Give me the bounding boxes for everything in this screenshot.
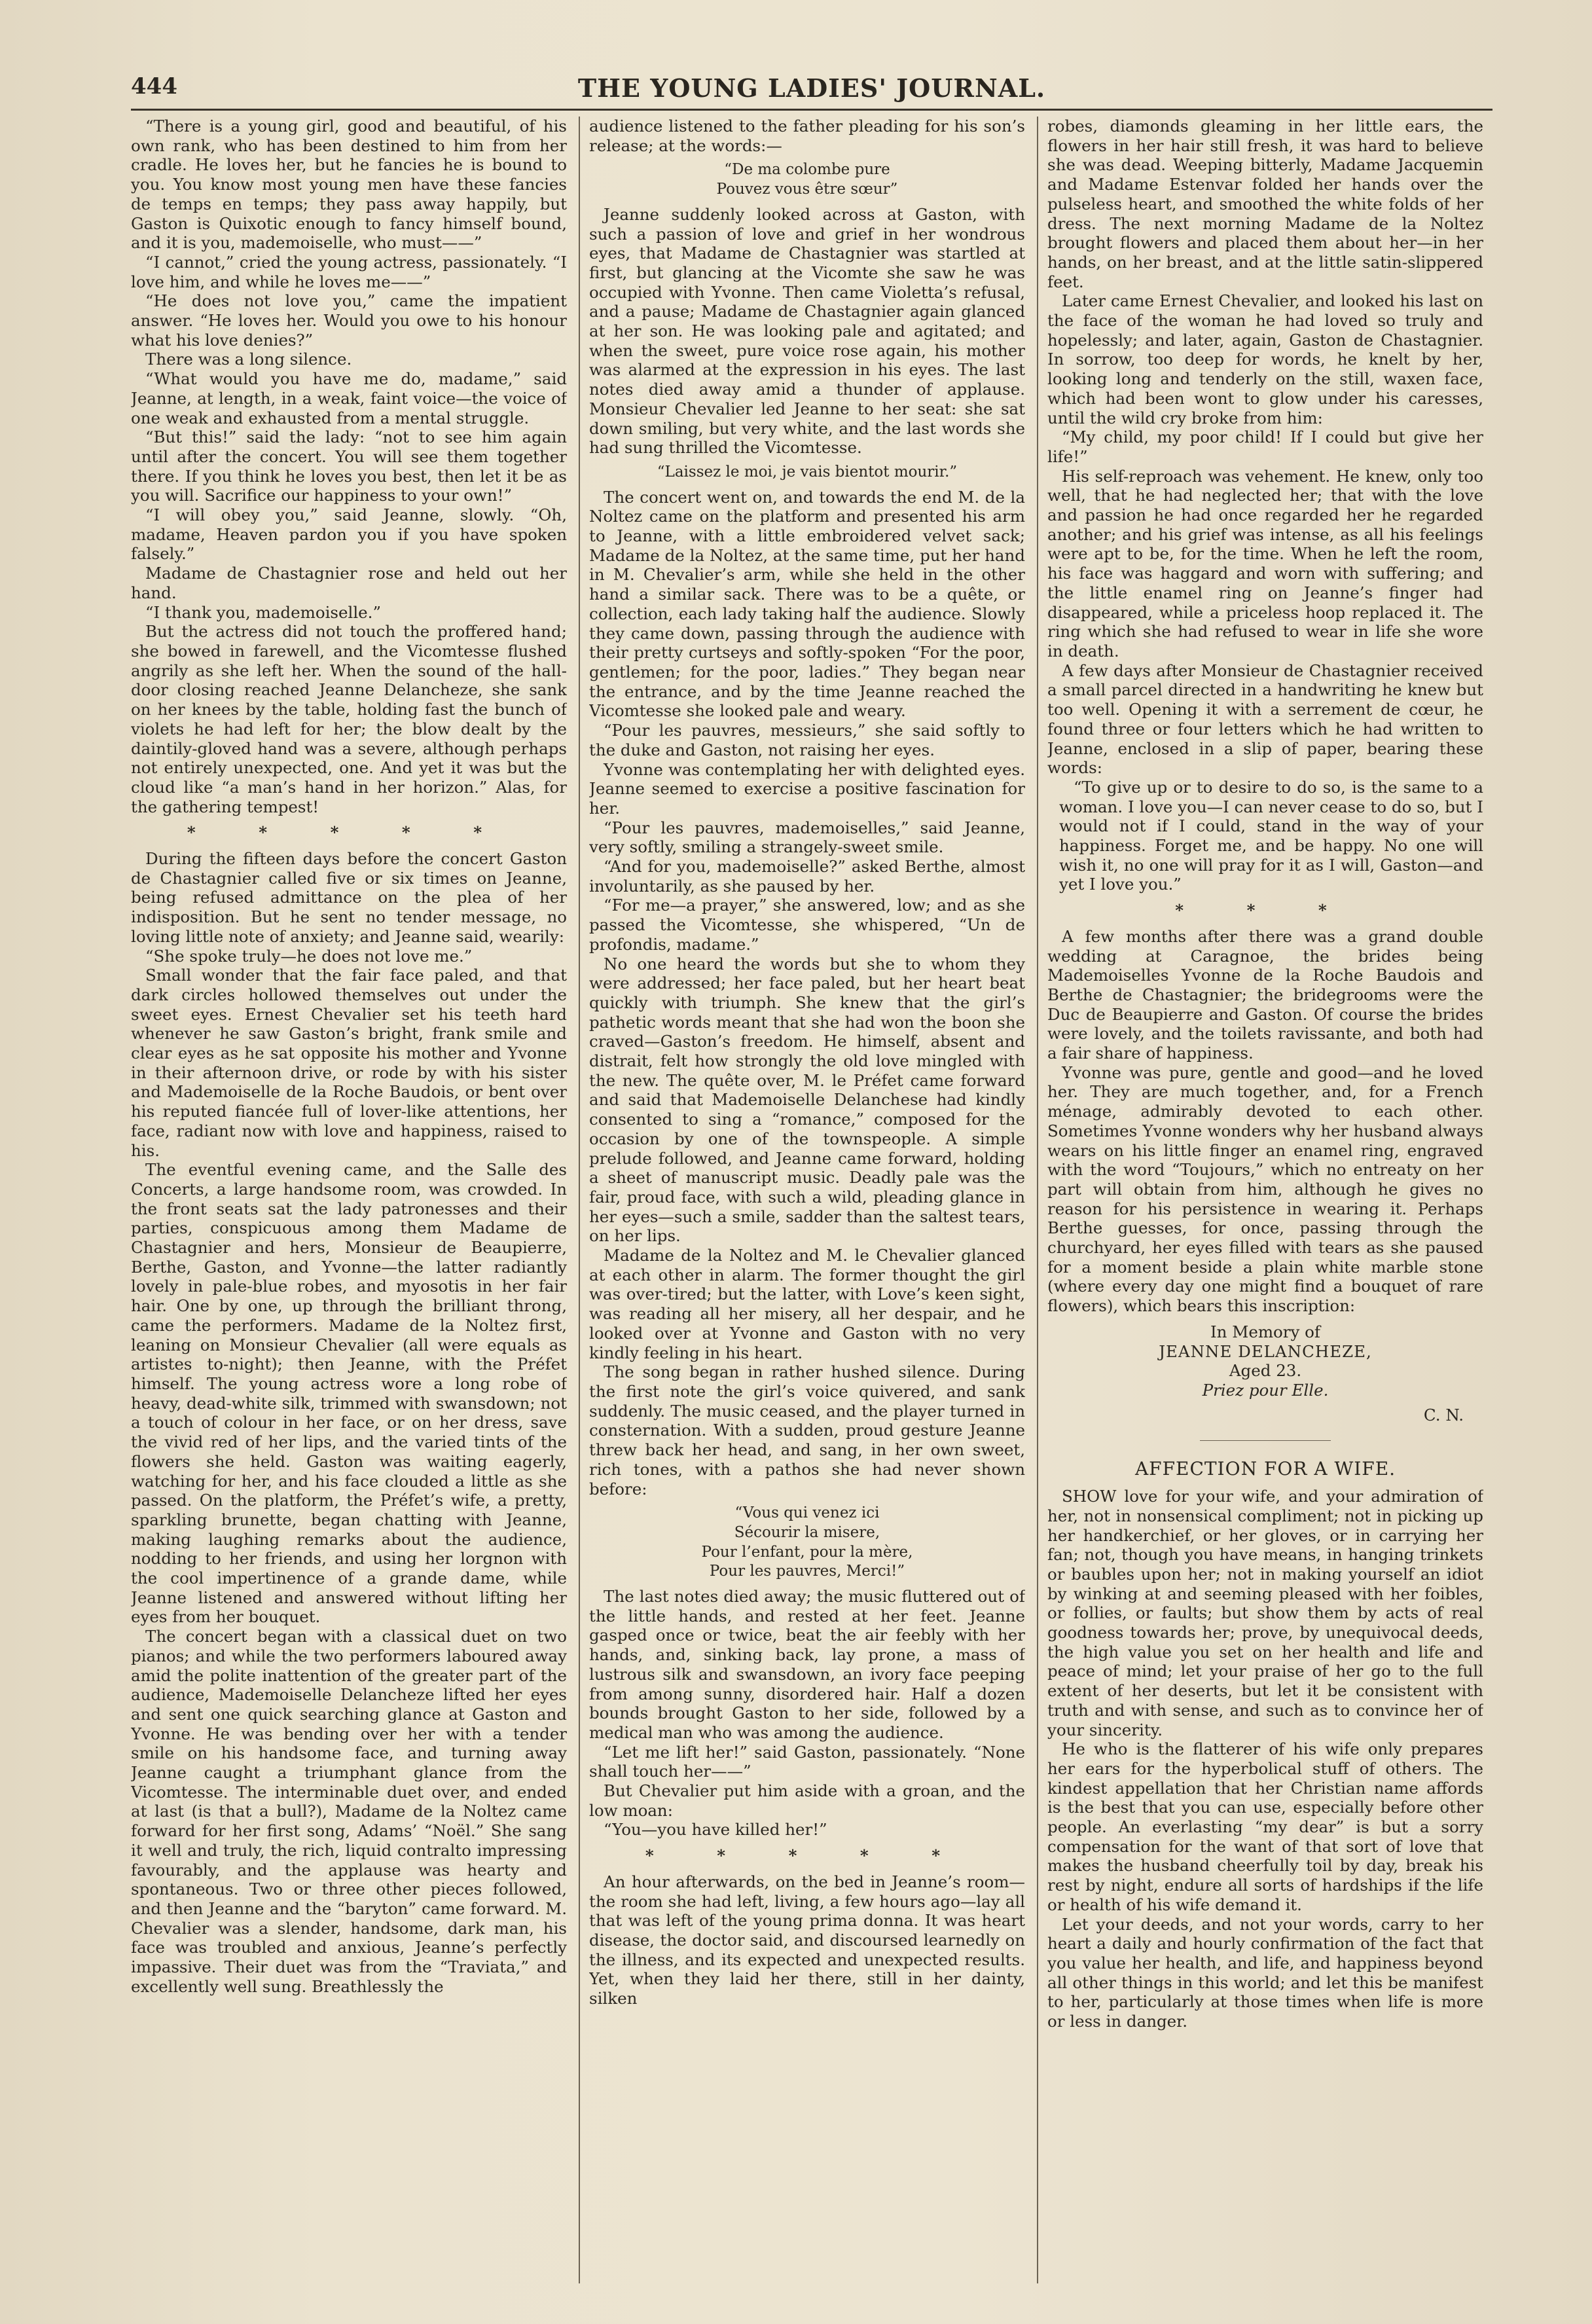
paragraph: “My child, my poor child! If I could but give her life!” [1047,427,1483,466]
memorial-line: JEANNE DELANCHEZE, [1159,1341,1372,1361]
paragraph: Let your deeds, and not your words, carry to her heart a daily and hourly confirmation of the fact that you value her health, and life, and happiness beyond all other things in this world; and let this be manifest to her, particularly at those times when life is more or less in danger. [1047,1914,1483,2031]
page-number: 444 [131,73,177,100]
section-title: AFFECTION FOR A WIFE. [1134,1458,1396,1480]
paragraph: The eventful evening came, and the Salle des Concerts, a large handsome room, was crowded. In the front seats sat the lady patronesses and their parties, conspicuous among them Madame de Chastagnier and hers, Monsieur de Beaupierre, Berthe, Gaston, and Yvonne—the latter radiantly lovely in pale-blue robes, and myosotis in her fair hair. One by one, up through the brilliant throng, came the performers. Madame de la Noltez first, leaning on Monsieur Chevalier (all were equals as artistes to-night); then Jeanne, with the Préfet himself. The young actress wore a long robe of heavy, dead-white silk, trimmed with swansdown; not a touch of colour in her face, or on her dress, save the vivid red of her lips, and the varied tints of the flowers she held. Gaston was waiting eagerly, watching for her, and his face clouded a little as she passed. On the platform, the Préfet’s wife, a pretty, sparkling brunette, began chatting with Jeanne, making laughing remarks about the audience, nodding to her friends, and using her lorgnon with the cool impertinence of a grande dame, while Jeanne listened and answered without lifting her eyes from her bouquet. [131,1160,567,1627]
paragraph: “I will obey you,” said Jeanne, slowly. “Oh, madame, Heaven pardon you if you have spoken falsely.” [131,505,567,564]
letter-text: “To give up or to desire to do so, is the same to a woman. I love you—I can never cease to do so, but I would not if I could, stand in the way of your happiness. Forget me, and be happy. No one will wish it, no one will pray for it as I will, Gaston—and yet I love you.” [1059,777,1483,894]
quote-line: “Laissez le moi, je vais bientot mourir.” [657,463,958,481]
paragraph: SHOW love for your wife, and your admiration of her, not in nonsensical compliment; not in picking up her handkerchief, or her gloves, or in carrying her fan; not, though you have means, in hanging trinkets or baubles upon her; not in making yourself an idiot by winking at and seeming pleased with her foibles, or follies, or faults; but show them by acts of real goodness towards her; prove, by unequivocal deeds, the high value you set on her health and life and peace of mind; let your praise of her go to the full extent of her deserts, but let it be consistent with truth and with sense, and such as to convince her of your sincerity. [1047,1487,1483,1739]
paragraph: Madame de la Noltez and M. le Chevalier glanced at each other in alarm. The former thought the girl was over-tired; but the latter, with Love’s keen sight, was reading all her misery, all her despair, and he looked over at Yvonne and Gaston with no very kindly feeling in his heart. [589,1246,1025,1362]
paragraph: audience listened to the father pleading for his son’s release; at the words:— [589,117,1025,155]
song-quote [589,1504,1025,1582]
paragraph: During the fifteen days before the concert Gaston de Chastagnier called five or six times on Jeanne, being refused admittance on the plea of her indisposition. But he sent no tender message, no loving little note of anxiety; and Jeanne said, wearily: [131,849,567,946]
letter-quote [1047,778,1483,894]
author-initials: C. N. [1423,1405,1464,1425]
paragraph: robes, diamonds gleaming in her little ears, the flowers in her hair still fresh, it was hard to believe she was dead. Weeping bitterly, Madame Jacquemin and Madame Estenvar folded her hands over the pulseless heart, and smoothed the white folds of her dress. The next morning Madame de la Noltez brought flowers and placed them about her—in her hands, on her breast, and at the little satin-slippered feet. [1047,117,1483,291]
paragraph: “For me—a prayer,” she answered, low; and as she passed the Vicomtesse, she whispered, “Un de profondis, madame.” [589,896,1025,954]
paragraph: “But this!” said the lady: “not to see him again until after the concert. You will see them together there. If you think he loves you best, then let it be as you will. Sacrifice our happiness to your own!” [131,427,567,505]
quote-line: Pour les pauvres, Merci!” [709,1563,905,1580]
memorial-inscription [1047,1322,1483,1400]
paragraph: Small wonder that the fair face paled, and that dark circles hollowed themselves out under the sweet eyes. Ernest Chevalier set his teeth hard whenever he saw Gaston’s bright, frank smile and clear eyes as he sat opposite his mother and Yvonne in their afternoon drive, or rode by with his sister and Mademoiselle de la Roche Baudois, or bent over his reputed fiancée full of lover-like attentions, her face, radiant now with love and happiness, raised to his. [131,966,567,1160]
paragraph: Later came Ernest Chevalier, and looked his last on the face of the woman he had loved so truly and hopelessly; and later, again, Gaston de Chastagnier. In sorrow, too deep for words, he knelt by her, looking long and tenderly on the still, waxen face, which had been wont to glow under his caresses, until the wild cry broke from him: [1047,291,1483,427]
paragraph: No one heard the words but she to whom they were addressed; her face paled, but her heart beat quickly with triumph. She knew that the girl’s pathetic words meant that she had won the boon she craved—Gaston’s freedom. He himself, absent and distrait, felt how strongly the old love mingled with the new. The quête over, M. le Préfet came forward and said that Mademoiselle Delanchese had kindly consented to sing a “romance,” composed for the occasion by one of the townspeople. A simple prelude followed, and Jeanne came forward, holding a sheet of manuscript music. Deadly pale was the fair, proud face, with such a wild, pleading glance in her eyes—such a smile, sadder than the saltest tears, on her lips. [589,954,1025,1246]
text-column-2 [589,117,1025,2283]
quote-line: Pouvez vous être sœur” [716,181,898,198]
quote-line: Pour l’enfant, pour la mère, [701,1543,913,1561]
paragraph: The song began in rather hushed silence. During the first note the girl’s voice quivered, and sank suddenly. The music ceased, and the player turned in consternation. With a sudden, proud gesture Jeanne threw back her head, and sang, in her own sweet, rich tones, with a pathos she had never shown before: [589,1362,1025,1498]
paragraph: “She spoke truly—he does not love me.” [145,946,473,966]
header-rule [131,109,1492,111]
section-break: * * * [1175,901,1356,920]
text-column-3 [1047,117,1483,2283]
paragraph: His self-reproach was vehement. He knew, only too well, that he had neglected her; that with the love and passion he had once regarded her he regarded another; and his grief was intense, as all his feelings were apt to be, for the time. When he left the room, his face was haggard and worn with suffering; and the little enamel ring on Jeanne’s finger had disappeared, while a priceless hoop replaced it. The ring which she had refused to wear in life she wore in death. [1047,466,1483,661]
paragraph: The concert went on, and towards the end M. de la Noltez came on the platform and presented his arm to Jeanne, with a little embroidered velvet sack; Madame de la Noltez, at the same time, put her hand in M. Chevalier’s arm, while she held in the other hand a similar sack. There was to be a quête, or collection, each lady taking half the audience. Slowly they came down, passing through the audience with their pretty curtseys and softly-spoken “For the poor, gentlemen; for the poor, ladies.” They began near the entrance, and by the time Jeanne reached the Vicomtesse she looked pale and weary. [589,487,1025,721]
memorial-line: Priez pour Elle. [1202,1381,1329,1400]
paragraph: Jeanne suddenly looked across at Gaston, with such a passion of love and grief in her wondrous eyes, that Madame de Chastagnier was startled at first, but glancing at the Vicomte she saw he was occupied with Yvonne. Then came Violetta’s refusal, and a pause; Madame de Chastagnier again glanced at her son. He was looking pale and agitated; and when the sweet, pure voice rose again, his mother was alarmed at the expression in his eyes. The last notes died away amid a thunder of applause. Monsieur Chevalier led Jeanne to her seat: she sat down smiling, but very white, and the last words she had sung thrilled the Vicomtesse. [589,204,1025,458]
song-quote [589,463,1025,482]
quote-line: “Vous qui venez ici [734,1504,880,1522]
quote-line: Sécourir la misere, [734,1523,880,1541]
paragraph: “Pour les pauvres, mademoiselles,” said Jeanne, very softly, smiling a strangely-sweet smile. [589,818,1025,857]
quote-line: “De ma colombe pure [724,161,890,179]
paragraph: A few days after Monsieur de Chastagnier received a small parcel directed in a handwriting he knew but too well. Opening it with a serrement de cœur, he found three or four letters which he had written to Jeanne, enclosed in a slip of paper, bearing these words: [1047,661,1483,778]
paragraph: He who is the flatterer of his wife only prepares her ears for the hyperbolical stuff of others. The kindest appellation that her Christian name affords is the best that you can use, especially before other people. An everlasting “my dear” is but a sorry compensation for the want of that sort of love that makes the husband cheerfully toil by day, break his rest by night, endure all sorts of hardships if the life or health of his wife demand it. [1047,1739,1483,1914]
song-quote [589,160,1025,199]
column-divider [579,117,580,2283]
paragraph: “And for you, mademoiselle?” asked Berthe, almost involuntarily, as she paused by her. [589,857,1025,896]
paragraph: The concert began with a classical duet on two pianos; and while the two performers laboured away amid the polite inattention of the greater part of the audience, Mademoiselle Delancheze lifted her eyes and sent one quick searching glance at Gaston and Yvonne. He was bending over her with a tender smile on his handsome face, and turning away Jeanne caught a triumphant glance from the Vicomtesse. The interminable duet over, and ended at last (is that a bull?), Madame de la Noltez came forward for her first song, Adams’ “Noël.” She sang it well and truly, the rich, liquid contralto impressing favourably, and the applause was hearty and spontaneous. Two or three other pieces followed, and then Jeanne and the “baryton” came forward. M. Chevalier was a slender, handsome, dark man, his face was troubled and anxious, Jeanne’s perfectly impassive. Their duet was from the “Traviata,” and excellently well sung. Breathlessly the [131,1627,567,1996]
text-column-1 [131,117,567,2283]
paragraph: “He does not love you,” came the impatient answer. “He loves her. Would you owe to his honour what his love denies?” [131,291,567,350]
paragraph: Madame de Chastagnier rose and held out her hand. [131,564,567,602]
paragraph: But Chevalier put him aside with a groan, and the low moan: [589,1781,1025,1820]
paragraph: “What would you have me do, madame,” said Jeanne, at length, in a weak, faint voice—the voice of one weak and exhausted from a mental struggle. [131,369,567,427]
memorial-line: Aged 23. [1229,1361,1302,1381]
paragraph: A few months after there was a grand double wedding at Caragnoe, the brides being Mademoiselles Yvonne de la Roche Baudois and Berthe de Chastagnier; the bridegrooms were the Duc de Beaupierre and Gaston. Of course the brides were lovely, and the toilets ravissante, and both had a fair share of happiness. [1047,926,1483,1063]
section-divider [1200,1440,1331,1441]
page-header [131,73,1492,106]
journal-title: THE YOUNG LADIES' JOURNAL. [577,73,1046,103]
paragraph: Yvonne was pure, gentle and good—and he loved her. They are much together, and, for a French ménage, admirably devoted to each other. Sometimes Yvonne wonders why her husband always wears on his little finger an enamel ring, engraved with the word “Toujours,” which no entreaty on her part will obtain from him, although he gives no reason for his persistence in wearing it. Perhaps Berthe guesses, for once, passing through the churchyard, her eyes filled with tears as she paused for a moment beside a plain white marble stone (where every day one might find a bouquet of rare flowers), which bears this inscription: [1047,1062,1483,1316]
paragraph: An hour afterwards, on the bed in Jeanne’s room—the room she had left, living, a few hours ago—lay all that was left of the young prima donna. It was heart disease, the doctor said, and discoursed learnedly on the illness, and its expected and unexpected results. Yet, when they laid her there, still in her dainty, silken [589,1872,1025,2008]
paragraph: Yvonne was contemplating her with delighted eyes. Jeanne seemed to exercise a positive fascination for her. [589,759,1025,818]
paragraph: The last notes died away; the music fluttered out of the little hands, and rested at her feet. Jeanne gasped once or twice, beat the air feebly with her hands, and, sinking back, lay prone, a mass of lustrous silk and swansdown, an ivory face peeping from among sunny, disordered hair. Half a dozen bounds brought Gaston to her side, followed by a medical man who was among the audience. [589,1587,1025,1742]
paragraph: “You—you have killed her!” [604,1820,827,1840]
paragraph: But the actress did not touch the proffered hand; she bowed in farewell, and the Vicomtesse flushed angrily as she left her. When the sound of the hall-door closing reached Jeanne Delancheze, she sank on her knees by the table, holding fast the bunch of violets he had left for her; the blow dealt by the daintily-gloved hand was a severe, although perhaps not entirely unexpected, one. And yet it was but the cloud like “a man’s hand in her horizon.” Alas, for the gathering tempest! [131,622,567,816]
paragraph: “Let me lift her!” said Gaston, passionately. “None shall touch her——” [589,1742,1025,1781]
paragraph: “There is a young girl, good and beautiful, of his own rank, who has been destined to him from her cradle. He loves her, but he fancies he is bound to you. You know most young men have these fancies de temps en temps; they pass away happily, but Gaston is Quixotic enough to fancy himself bound, and it is you, mademoiselle, who must——” [131,117,567,253]
section-break: * * * * * [187,823,511,843]
paragraph: “I thank you, mademoiselle.” [145,602,381,622]
memorial-line: In Memory of [1210,1322,1320,1341]
paragraph: “I cannot,” cried the young actress, passionately. “I love him, and while he loves me——” [131,252,567,291]
paragraph: There was a long silence. [145,350,352,369]
section-break: * * * * * [645,1846,969,1866]
column-divider [1037,117,1038,2283]
paragraph: “Pour les pauvres, messieurs,” she said softly to the duke and Gaston, not raising her eyes. [589,721,1025,759]
